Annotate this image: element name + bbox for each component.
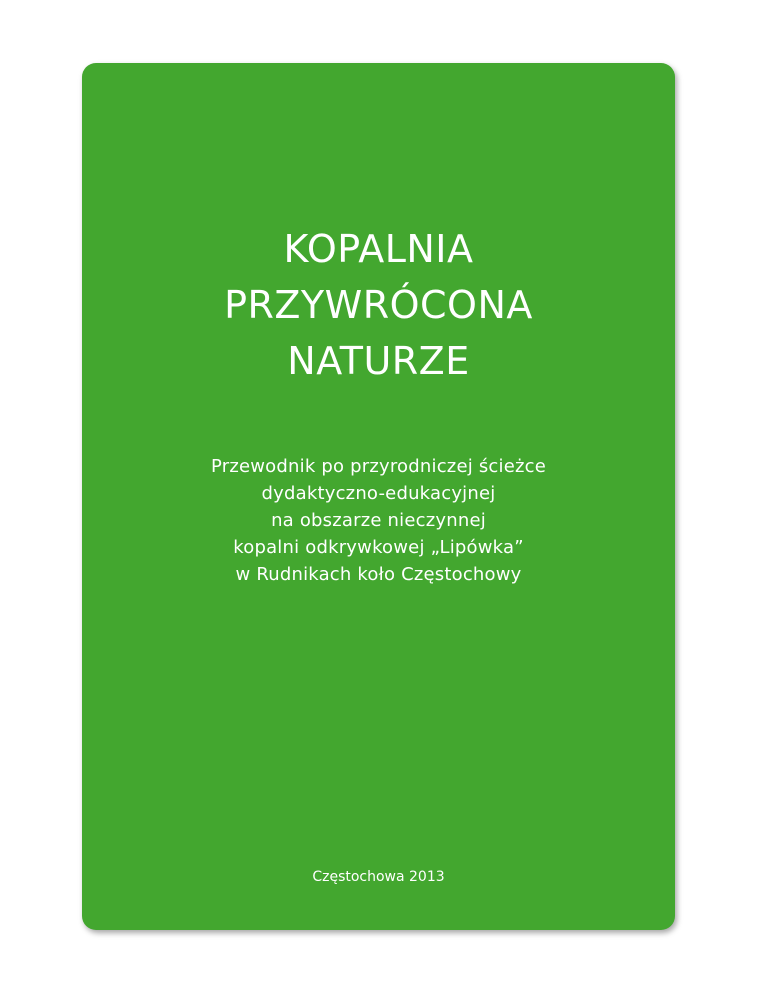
- cover-subtitle: [82, 453, 675, 588]
- place-and-year: Częstochowa 2013: [312, 869, 445, 885]
- book-cover: [82, 63, 675, 930]
- title-line: NATURZE: [287, 339, 470, 383]
- subtitle-line: dydaktyczno-edukacyjnej: [261, 483, 496, 504]
- subtitle-line: na obszarze nieczynnej: [271, 510, 486, 531]
- title-line: PRZYWRÓCONA: [224, 283, 533, 327]
- subtitle-line: Przewodnik po przyrodniczej ścieżce: [210, 456, 547, 477]
- title-line: KOPALNIA: [283, 227, 474, 271]
- subtitle-line: kopalni odkrywkowej „Lipówka”: [233, 537, 524, 558]
- subtitle-line: w Rudnikach koło Częstochowy: [235, 564, 522, 585]
- cover-title: [82, 221, 675, 389]
